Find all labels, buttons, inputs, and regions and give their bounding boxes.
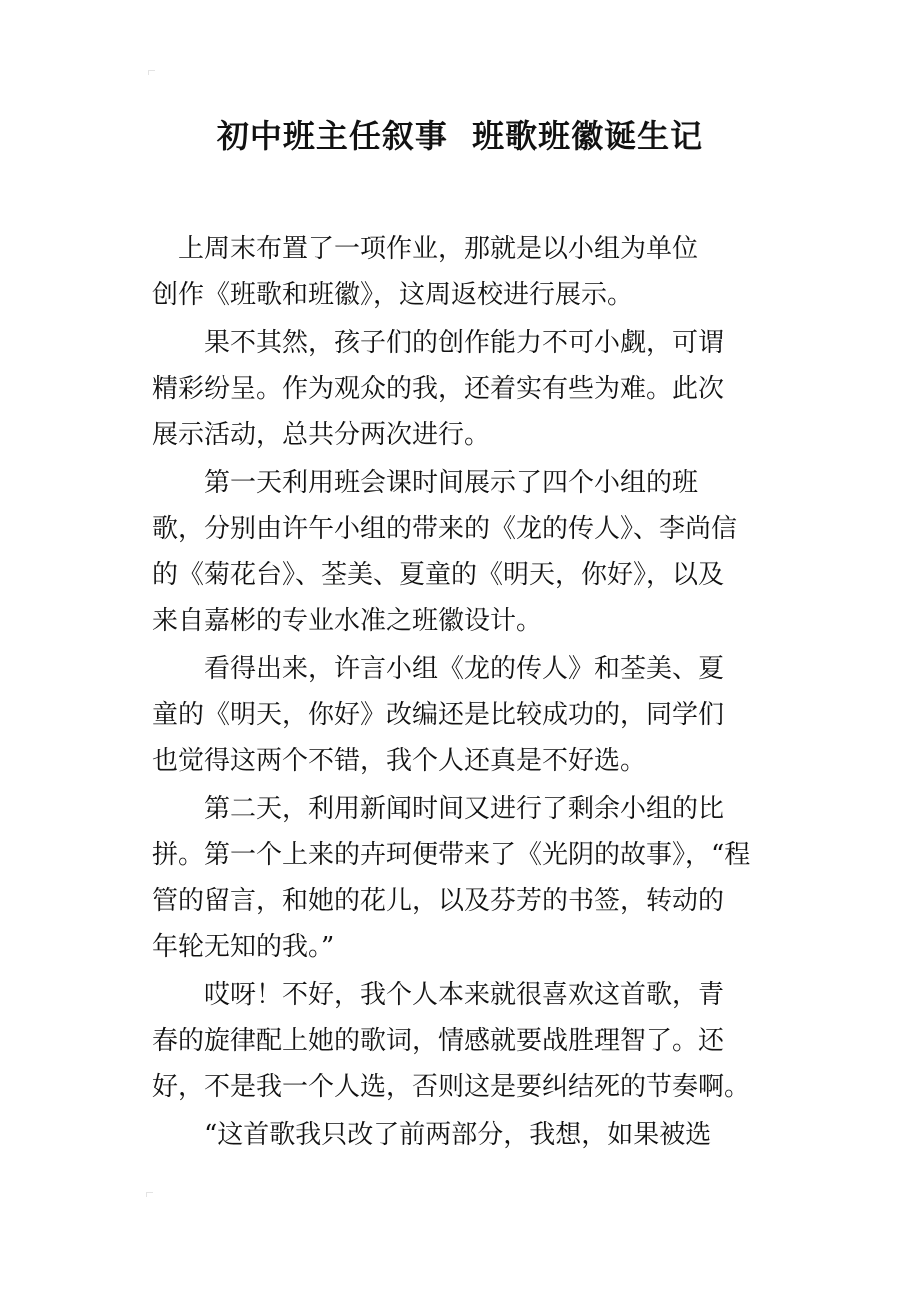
text-line: 童的《明天，你好》改编还是比较成功的，同学们 [152,700,725,730]
text-line: 展示活动，总共分两次进行。 [152,420,491,450]
text-line: 上周末布置了一项作业，那就是以小组为单位 [152,234,699,264]
text-line: 的《菊花台》、荃美、夏童的《明天，你好》，以及 [152,560,725,590]
scan-mark-top [148,70,155,75]
text-line: 精彩纷呈。作为观众的我，还着实有些为难。此次 [152,374,725,404]
text-line: 创作《班歌和班徽》，这周返校进行展示。 [152,280,634,310]
text-line: “这首歌我只改了前两部分，我想，如果被选 [152,1120,712,1150]
text-line: 歌，分别由许午小组的带来的《龙的传人》、李尚信 [152,514,738,544]
text-line: 来自嘉彬的专业水准之班徽设计。 [152,606,543,636]
text-line: 第一天利用班会课时间展示了四个小组的班 [152,468,699,498]
text-line: 拼。第一个上来的卉珂便带来了《光阴的故事》，“程 [152,840,751,870]
text-line: 春的旋律配上她的歌词，情感就要战胜理智了。还 [152,1026,725,1056]
text-line: 第二天，利用新闻时间又进行了剩余小组的比 [152,794,725,824]
text-line: 哎呀！不好，我个人本来就很喜欢这首歌，青 [152,980,725,1010]
text-line: 好，不是我一个人选，否则这是要纠结死的节奏啊。 [152,1072,751,1102]
scan-mark-bottom [146,1192,153,1197]
text-line: 也觉得这两个不错，我个人还真是不好选。 [152,746,647,776]
text-line: 果不其然，孩子们的创作能力不可小觑，可谓 [152,328,725,358]
text-line: 看得出来，许言小组《龙的传人》和荃美、夏 [152,654,725,684]
text-line: 管的留言，和她的花儿，以及芬芳的书签，转动的 [152,886,725,916]
text-line: 年轮无知的我。” [152,932,335,962]
document-title: 初中班主任叙事 班歌班徽诞生记 [216,117,704,155]
